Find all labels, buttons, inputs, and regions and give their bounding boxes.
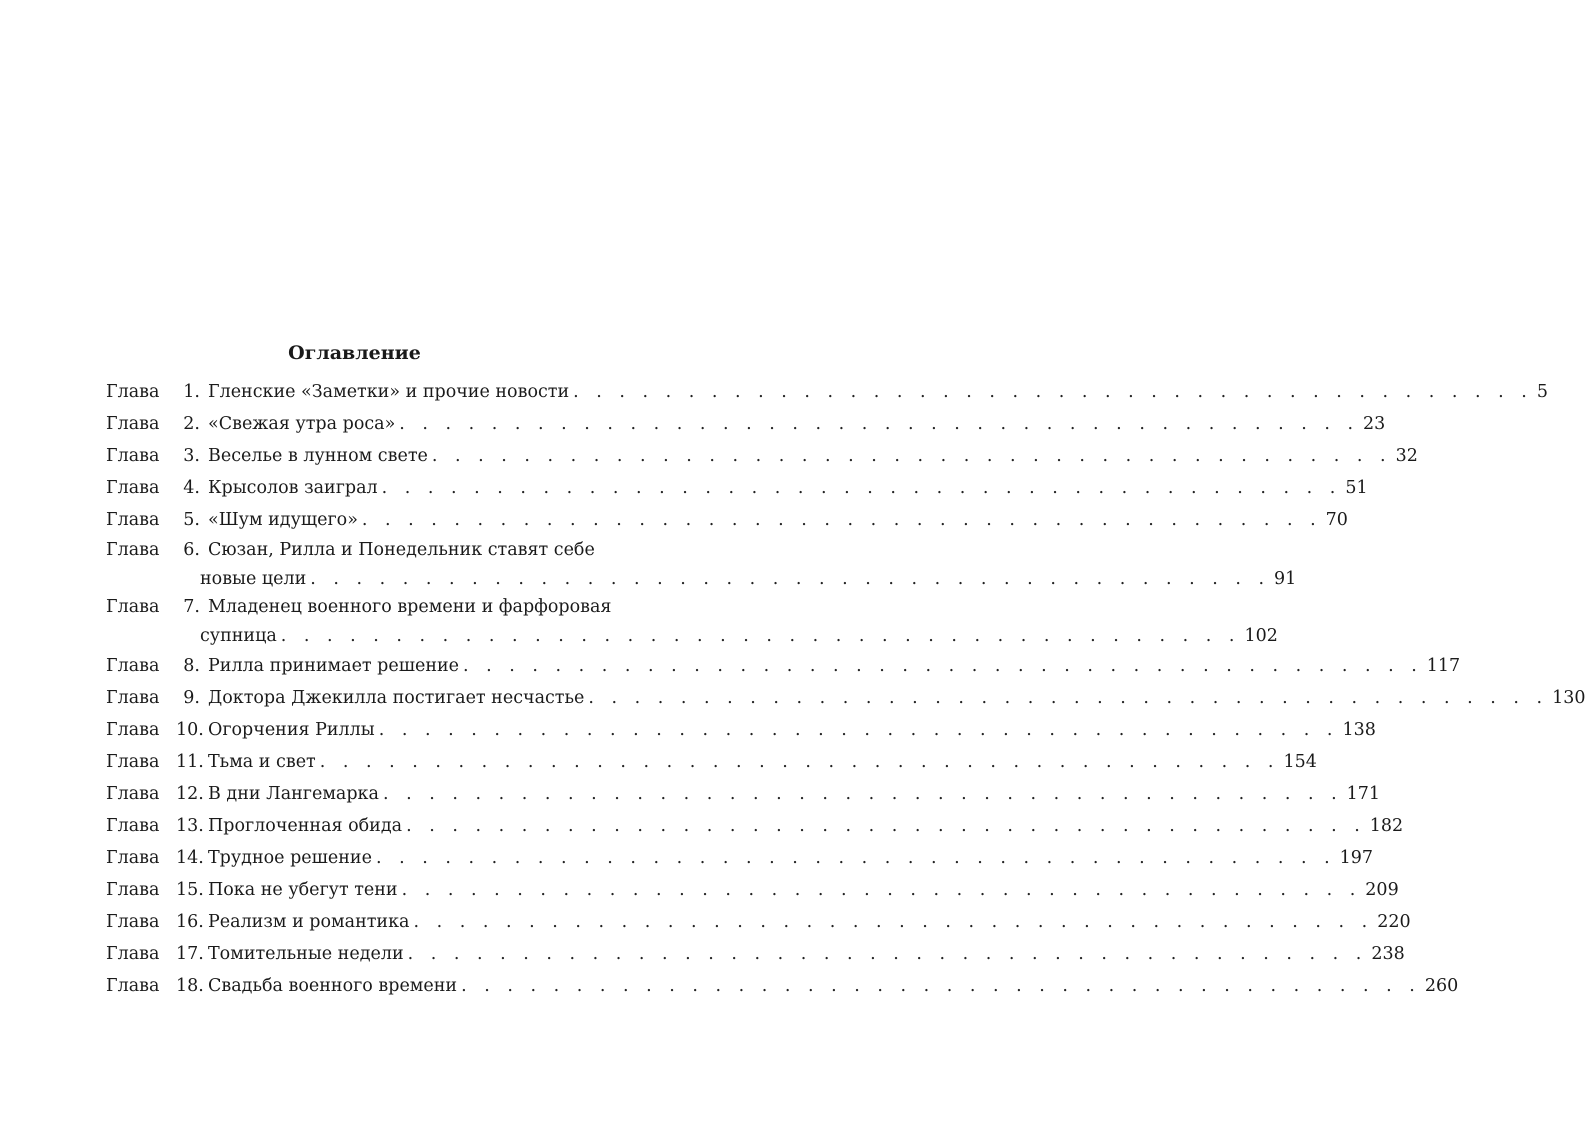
chapter-title-wrap [200, 593, 632, 622]
leader-dots: . . . . . . . . . . . . . . . . . . . . . . . . . . . . . . . . . . . . . . . . . . [401, 880, 1362, 900]
chapter-label: Глава [106, 656, 160, 676]
page-number: 51 [1345, 478, 1368, 498]
toc-entry-line [106, 650, 1461, 682]
toc-entry-line [106, 810, 1404, 842]
leader-dots: . . . . . . . . . . . . . . . . . . . . . . . . . . . . . . . . . . . . . . . . . . [407, 944, 1368, 964]
chapter-title: Реализм и романтика [208, 912, 410, 932]
toc-entry-line [106, 472, 1368, 504]
toc-entry[interactable] [106, 593, 1278, 650]
toc-entry[interactable] [106, 778, 1381, 810]
chapter-title-wrap [200, 714, 1376, 746]
chapter-title-wrap [200, 970, 1458, 1002]
toc-entry-line [106, 746, 1317, 778]
chapter-title-wrap [200, 906, 1411, 938]
toc-entry-line [106, 682, 1586, 714]
toc-entry[interactable] [106, 938, 1405, 970]
chapter-title: Свадьба военного времени [208, 976, 458, 996]
chapter-number: 10. [176, 720, 204, 740]
page-number: 23 [1363, 414, 1386, 434]
leader-dots: . . . . . . . . . . . . . . . . . . . . . . . . . . . . . . . . . . . . . . . . . . [431, 446, 1392, 466]
leader-dots: . . . . . . . . . . . . . . . . . . . . . . . . . . . . . . . . . . . . . . . . . . [399, 414, 1360, 434]
chapter-label: Глава [106, 688, 160, 708]
chapter-label: Глава [106, 510, 160, 530]
toc-entry[interactable] [106, 440, 1418, 472]
toc-entry[interactable] [106, 408, 1386, 440]
toc-entry[interactable] [106, 650, 1461, 682]
chapter-label: Глава [106, 784, 160, 804]
toc-entry[interactable] [106, 746, 1317, 778]
chapter-title-wrap [200, 440, 1418, 472]
leader-dots: . . . . . . . . . . . . . . . . . . . . . . . . . . . . . . . . . . . . . . . . . . [573, 382, 1533, 402]
chapter-title: Сюзан, Рилла и Понедельник ставят себе [208, 540, 595, 560]
chapter-number: 16. [176, 912, 204, 932]
chapter-number: 8. [183, 656, 200, 676]
toc-entry[interactable] [106, 682, 1586, 714]
chapter-label: Глава [106, 414, 160, 434]
toc-entry-line [106, 906, 1411, 938]
chapter-label: Глава [106, 720, 160, 740]
chapter-label: Глава [106, 752, 160, 772]
chapter-label: Глава [106, 597, 160, 617]
chapter-title: Рилла принимает решение [208, 656, 460, 676]
page-number: 102 [1244, 625, 1278, 646]
toc-entry-line [106, 440, 1418, 472]
chapter-number: 2. [183, 414, 200, 434]
chapter-title: «Шум идущего» [208, 510, 358, 530]
chapter-title: Тьма и свет [208, 752, 316, 772]
chapter-title: новые цели [200, 568, 307, 589]
toc-entry-line [106, 565, 1297, 594]
page-number: 260 [1424, 976, 1459, 996]
leader-dots: . . . . . . . . . . . . . . . . . . . . . . . . . . . . . . . . . . . . . . . . . . [406, 816, 1366, 836]
toc-entry[interactable] [106, 842, 1374, 874]
chapter-title: Пока не убегут тени [208, 880, 398, 900]
chapter-title: Младенец военного времени и фарфоровая [208, 597, 612, 617]
chapter-title-wrap [200, 622, 1278, 651]
toc-entry-line [106, 622, 1278, 651]
chapter-title: Проглоченная обида [208, 816, 403, 836]
chapter-title-wrap [200, 746, 1317, 778]
chapter-number: 7. [183, 597, 200, 617]
page-number: 70 [1325, 510, 1348, 530]
chapter-title: Крысолов заиграл [208, 478, 378, 498]
chapter-label: Глава [106, 540, 160, 560]
page-number: 32 [1395, 446, 1418, 466]
chapter-label: Глава [106, 976, 160, 996]
page-number: 220 [1377, 912, 1411, 932]
chapter-number: 14. [176, 848, 204, 868]
page-number: 197 [1339, 848, 1374, 868]
chapter-title: Огорчения Риллы [208, 720, 375, 740]
chapter-title-wrap [200, 565, 1296, 594]
chapter-title-wrap [200, 810, 1403, 842]
page-number: 238 [1371, 944, 1405, 964]
page-number: 117 [1426, 656, 1461, 676]
leader-dots: . . . . . . . . . . . . . . . . . . . . . . . . . . . . . . . . . . . . . . . . . . [463, 656, 1423, 676]
chapter-title-wrap [200, 504, 1348, 536]
leader-dots: . . . . . . . . . . . . . . . . . . . . . . . . . . . . . . . . . . . . . . . . . . [375, 848, 1336, 868]
chapter-title-wrap [200, 536, 632, 565]
page-number: 154 [1283, 752, 1317, 772]
toc-entry-line [106, 778, 1381, 810]
chapter-number: 11. [176, 752, 204, 772]
chapter-number: 3. [183, 446, 200, 466]
leader-dots: . . . . . . . . . . . . . . . . . . . . . . . . . . . . . . . . . . . . . . . . . . [361, 510, 1322, 530]
toc-entry-line [106, 504, 1348, 536]
toc-entry-line [106, 376, 1548, 408]
chapter-title-wrap [200, 650, 1460, 682]
toc-entry[interactable] [106, 970, 1459, 1002]
chapter-label: Глава [106, 382, 160, 402]
toc-entry-line [106, 970, 1459, 1002]
chapter-label: Глава [106, 446, 160, 466]
leader-dots: . . . . . . . . . . . . . . . . . . . . . . . . . . . . . . . . . . . . . . . . . . [588, 688, 1549, 708]
leader-dots: . . . . . . . . . . . . . . . . . . . . . . . . . . . . . . . . . . . . . . . . . . [382, 784, 1343, 804]
page-number: 209 [1365, 880, 1399, 900]
leader-dots: . . . . . . . . . . . . . . . . . . . . . . . . . . . . . . . . . . . . . . . . . . [461, 976, 1421, 996]
page-number: 171 [1346, 784, 1381, 804]
toc-entry[interactable] [106, 536, 1297, 593]
chapter-title: Веселье в лунном свете [208, 446, 428, 466]
toc-entry-line [106, 536, 632, 565]
page-number: 5 [1536, 382, 1548, 402]
page-number: 130 [1552, 688, 1586, 708]
chapter-title: Томительные недели [208, 944, 404, 964]
toc-entry-line [106, 714, 1376, 746]
chapter-title: «Свежая утра роса» [208, 414, 396, 434]
toc-entry[interactable] [106, 810, 1404, 842]
chapter-number: 18. [176, 976, 204, 996]
chapter-title-wrap [200, 938, 1405, 970]
chapter-number: 4. [183, 478, 200, 498]
leader-dots: . . . . . . . . . . . . . . . . . . . . . . . . . . . . . . . . . . . . . . . . . . [378, 720, 1339, 740]
chapter-number: 9. [183, 688, 200, 708]
toc-entry-line [106, 408, 1386, 440]
toc-entry-line [106, 593, 632, 622]
chapter-label: Глава [106, 944, 160, 964]
toc-title: Оглавление [288, 342, 421, 364]
chapter-title: Доктора Джекилла постигает несчастье [208, 688, 585, 708]
page-number: 182 [1369, 816, 1404, 836]
chapter-number: 17. [176, 944, 204, 964]
toc-entry[interactable] [106, 906, 1411, 938]
leader-dots: . . . . . . . . . . . . . . . . . . . . . . . . . . . . . . . . . . . . . . . . . . [319, 752, 1280, 772]
chapter-label: Глава [106, 478, 160, 498]
toc-entry[interactable] [106, 714, 1376, 746]
chapter-title-wrap [200, 472, 1368, 504]
chapter-label: Глава [106, 848, 160, 868]
chapter-title-wrap [200, 778, 1380, 810]
chapter-number: 15. [176, 880, 204, 900]
toc-list [106, 376, 1586, 1002]
chapter-title: Трудное решение [208, 848, 372, 868]
chapter-number: 13. [176, 816, 204, 836]
toc-entry[interactable] [106, 874, 1399, 906]
chapter-title: В дни Лангемарка [208, 784, 379, 804]
chapter-title: Гленские «Заметки» и прочие новости [208, 382, 570, 402]
leader-dots: . . . . . . . . . . . . . . . . . . . . . . . . . . . . . . . . . . . . . . . . . . [413, 912, 1374, 932]
chapter-label: Глава [106, 816, 160, 836]
toc-entry-line [106, 938, 1405, 970]
toc-entry[interactable] [106, 504, 1348, 536]
leader-dots: . . . . . . . . . . . . . . . . . . . . . . . . . . . . . . . . . . . . . . . . . . [280, 625, 1241, 646]
chapter-number: 12. [176, 784, 204, 804]
chapter-label: Глава [106, 880, 160, 900]
leader-dots: . . . . . . . . . . . . . . . . . . . . . . . . . . . . . . . . . . . . . . . . . . [310, 568, 1271, 589]
page-number: 138 [1342, 720, 1376, 740]
chapter-title: супница [200, 625, 277, 646]
toc-entry[interactable] [106, 472, 1368, 504]
chapter-title-wrap [200, 682, 1586, 714]
page-number: 91 [1274, 568, 1297, 589]
chapter-number: 6. [183, 540, 200, 560]
chapter-number: 5. [183, 510, 200, 530]
toc-entry-line [106, 842, 1374, 874]
leader-dots: . . . . . . . . . . . . . . . . . . . . . . . . . . . . . . . . . . . . . . . . . . [381, 478, 1342, 498]
toc-entry[interactable] [106, 376, 1548, 408]
chapter-number: 1. [183, 382, 200, 402]
chapter-label: Глава [106, 912, 160, 932]
chapter-title-wrap [200, 408, 1385, 440]
toc-entry-line [106, 874, 1399, 906]
chapter-title-wrap [200, 874, 1399, 906]
chapter-title-wrap [200, 842, 1373, 874]
chapter-title-wrap [200, 376, 1548, 408]
